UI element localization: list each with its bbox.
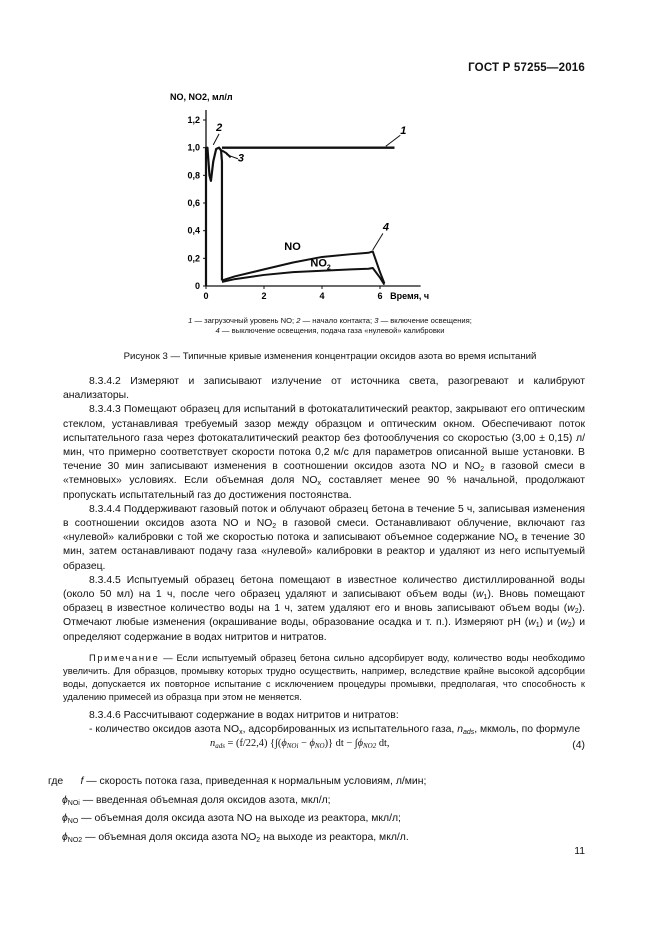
y-tick-label: 0,6 xyxy=(187,198,200,208)
y-tick-label: 1,0 xyxy=(187,142,200,153)
page-number: 11 xyxy=(574,846,585,857)
callout-2: 2 xyxy=(216,122,223,135)
formula-part-2: )} dt − ∫ xyxy=(324,738,358,749)
standard-header: ГОСТ Р 57255—2016 xyxy=(468,62,585,74)
paragraph-8-3-4-6: 8.3.4.6 Рассчитывают содержание в водах нитритов и нитратов: xyxy=(89,709,399,721)
series-startup-line xyxy=(206,148,222,286)
p6-n: n xyxy=(457,724,463,736)
p3-text: 8.3.4.4 Поддерживают газовый поток и облучают образец бетона в течение 5 ч, записывая изменения в соотношении оксидов азота NO и NO xyxy=(63,503,585,530)
legend-num-4: 4 xyxy=(215,326,220,335)
formula-part-3: dt, xyxy=(376,738,390,749)
definitions xyxy=(48,773,588,847)
p2-sub: 2 xyxy=(480,466,485,474)
figure-caption: Рисунок 3 — Типичные кривые изменения концентрации оксидов азота во время испытаний xyxy=(123,351,537,362)
p4-text-4: ) и ( xyxy=(539,617,561,629)
p6-sub-ads: ads xyxy=(462,729,475,737)
p4-text-2: ). Вновь помещают образец в известное количество воды на 1 ч, затем удаляют его и вновь записывают объем воды ( xyxy=(63,589,585,615)
figure-legend-line1 xyxy=(80,316,580,326)
p3-sub-2: x xyxy=(514,537,518,545)
formula-lhs-sub: ads xyxy=(215,742,225,750)
y-tick-label: 0 xyxy=(194,281,200,291)
callout-1: 1 xyxy=(400,124,407,137)
paragraph-8-3-4-4 xyxy=(63,503,585,574)
p4-text-5: ) и определяют содержание в водах нитритов и нитратов. xyxy=(63,617,585,643)
def-f xyxy=(48,773,588,792)
callout-2-leader xyxy=(213,134,219,145)
p3-text-2: в газовой смеси. Останавливают облучение, включают газ «нулевой» калибровки с той же скоростью потока и записывают объемное содержание NO xyxy=(63,518,585,544)
def-1-symbol: ϕ xyxy=(62,794,68,806)
def-3-sub-2: 2 xyxy=(256,836,261,844)
callout-4-leader xyxy=(373,233,383,250)
x-tick-label: 0 xyxy=(203,291,209,301)
y-axis-label: NO, NO2, мл/л xyxy=(170,92,233,102)
def-1-sub: NOi xyxy=(67,799,80,807)
def-2-text: — объемная доля оксида азота NO на выходе из реактора, мкл/л; xyxy=(78,813,401,825)
p4-sub-3: 1 xyxy=(535,622,540,630)
def-2-sub: NO xyxy=(67,818,79,826)
x-tick-label: 2 xyxy=(261,291,267,301)
p4-w-2: w xyxy=(567,603,575,615)
formula-minus: − xyxy=(298,738,310,749)
y-tick-label: 1,2 xyxy=(187,115,200,125)
p4-sub-2: 2 xyxy=(574,608,579,616)
p4-sub-4: 2 xyxy=(567,622,572,630)
nox-chart xyxy=(150,88,450,310)
def-3-sub: NO2 xyxy=(67,836,83,844)
legend-num-1: 1 xyxy=(188,316,193,325)
p2-text-2: в газовой смеси в «темновых» условиях. Если объемная доля NO xyxy=(63,461,585,487)
p3-text-3: в течение 30 мин, затем останавливают подачу газа «нулевой» калибровки в реактор и удаляют из него испытуемый образец. xyxy=(63,532,586,572)
def-1-text: — введенная объемная доля оксидов азота, мкл/л; xyxy=(79,794,331,806)
def-where: где xyxy=(48,776,64,787)
formula-sub-3: NO2 xyxy=(363,742,377,750)
formula-sub-2: NO xyxy=(314,742,325,750)
p6-text: - количество оксидов азота NO xyxy=(89,724,240,736)
legend-text-4: — выключение освещения, подача газа «нулевой» калибровки xyxy=(219,326,445,335)
p4-sub: 1 xyxy=(483,594,488,602)
callout-3: 3 xyxy=(237,152,245,165)
body-text xyxy=(63,375,585,737)
legend-text-3: — включение освещения; xyxy=(378,316,472,325)
legend-text-1: — загрузочный уровень NO; xyxy=(192,316,297,325)
formula-lhs: n xyxy=(210,738,216,749)
paragraph-8-3-4-3 xyxy=(63,403,585,502)
p4-w: w xyxy=(476,589,484,601)
series-dip-line xyxy=(222,150,231,157)
p4-text-3: ). Отмечают любые изменения (окрашивание воды, образование осадка и т. п.). Измеряют pH ( xyxy=(63,603,585,629)
p2-text-3: составляет менее 90 % начальной, продолжают пропускать испытательный газ до достижения постоянства. xyxy=(63,475,586,501)
paragraph-8-3-4-2: 8.3.4.2 Измеряют и записывают излучение от источника света, разогревают и калибруют анализаторы. xyxy=(63,376,585,402)
series-label-no2: $NO_2$ xyxy=(310,257,331,272)
def-f-symbol: f xyxy=(80,776,84,787)
formula-phi-1: ϕ xyxy=(281,738,287,749)
def-phi-no xyxy=(48,810,588,829)
note xyxy=(63,651,585,703)
p2-text: 8.3.4.3 Помещают образец для испытаний в фотокаталитический реактор, закрывают его оптическим стеклом, устанавливая требуемый зазор между образцом и оптическим окном. Обеспечивают поток испытательного газа через фотокаталитический реактор без фотооблучения со скоростью (3,00 ± 0,15) л/мин, что примерно соответствует скорости потока 0,2 м/с для параметров описанной выше установки. В течение 30 мин записывают изменения в соотношении оксидов азота NO и NO xyxy=(63,404,585,473)
formula-sub-1: NOi xyxy=(286,742,299,750)
paragraph-formula-intro xyxy=(63,723,585,737)
paragraph-8-3-4-5 xyxy=(63,574,585,645)
def-f-text: — скорость потока газа, приведенная к нормальным условиям, л/мин; xyxy=(83,776,427,787)
note-label: Примечание xyxy=(89,651,160,663)
formula-phi-2: ϕ xyxy=(309,738,315,749)
p6-sub: x xyxy=(239,729,243,737)
legend-num-2: 2 xyxy=(296,316,301,325)
formula-number: (4) xyxy=(572,740,585,751)
legend-num-3: 3 xyxy=(374,316,379,325)
def-3-text: — объемная доля оксида азота NO xyxy=(82,831,257,843)
p6-text-3: , мкмоль, по формуле xyxy=(474,724,581,736)
figure-legend-line2 xyxy=(80,326,580,336)
def-phi-noi xyxy=(48,792,588,811)
formula-4 xyxy=(210,738,390,749)
y-tick-label: 0,4 xyxy=(187,225,200,236)
p3-sub: 2 xyxy=(272,523,277,531)
callout-1-leader xyxy=(386,135,401,146)
p4-text: 8.3.4.5 Испытуемый образец бетона помещают в известное количество дистиллированной воды (около 50 мл) на 1 ч, после чего образец удаляют и записывают объем воды ( xyxy=(63,574,585,601)
def-3-symbol: ϕ xyxy=(62,831,68,843)
formula-phi-3: ϕ xyxy=(357,738,364,749)
series-label-no: NO xyxy=(284,241,301,254)
def-2-symbol: ϕ xyxy=(62,813,68,825)
y-tick-label: 0,2 xyxy=(187,253,200,264)
p4-w-3: w xyxy=(528,617,536,629)
x-tick-label: 6 xyxy=(377,291,383,301)
x-axis-label: Время, ч xyxy=(390,291,430,301)
note-text: — Если испытуемый образец бетона сильно адсорбирует воду, количество воды необходимо увеличить. Для образцов, промывку которых трудно осуществить, например, вследствие крайне высокой адсорбции воды, допускается их повторное испытание с исключением процедуры промывки, предполагая, что способность к удалению примесей из образца при этом не меняется. xyxy=(63,651,585,702)
p4-w-4: w xyxy=(560,617,568,629)
p6-text-2: , адсорбированных из испытательного газа, xyxy=(242,724,458,736)
def-phi-no2 xyxy=(48,829,588,848)
callout-4: 4 xyxy=(382,221,390,234)
series-line-no2 xyxy=(222,268,384,285)
callout-3-leader xyxy=(226,155,238,159)
def-3-tail: на выходе из реактора, мкл/л. xyxy=(260,831,409,843)
formula-part-1: = (f/22,4) {∫( xyxy=(224,738,282,749)
x-tick-label: 4 xyxy=(319,291,325,301)
y-tick-label: 0,8 xyxy=(187,170,200,181)
legend-text-2: — начало контакта; xyxy=(300,316,375,325)
p2-sub-2: x xyxy=(317,480,322,488)
